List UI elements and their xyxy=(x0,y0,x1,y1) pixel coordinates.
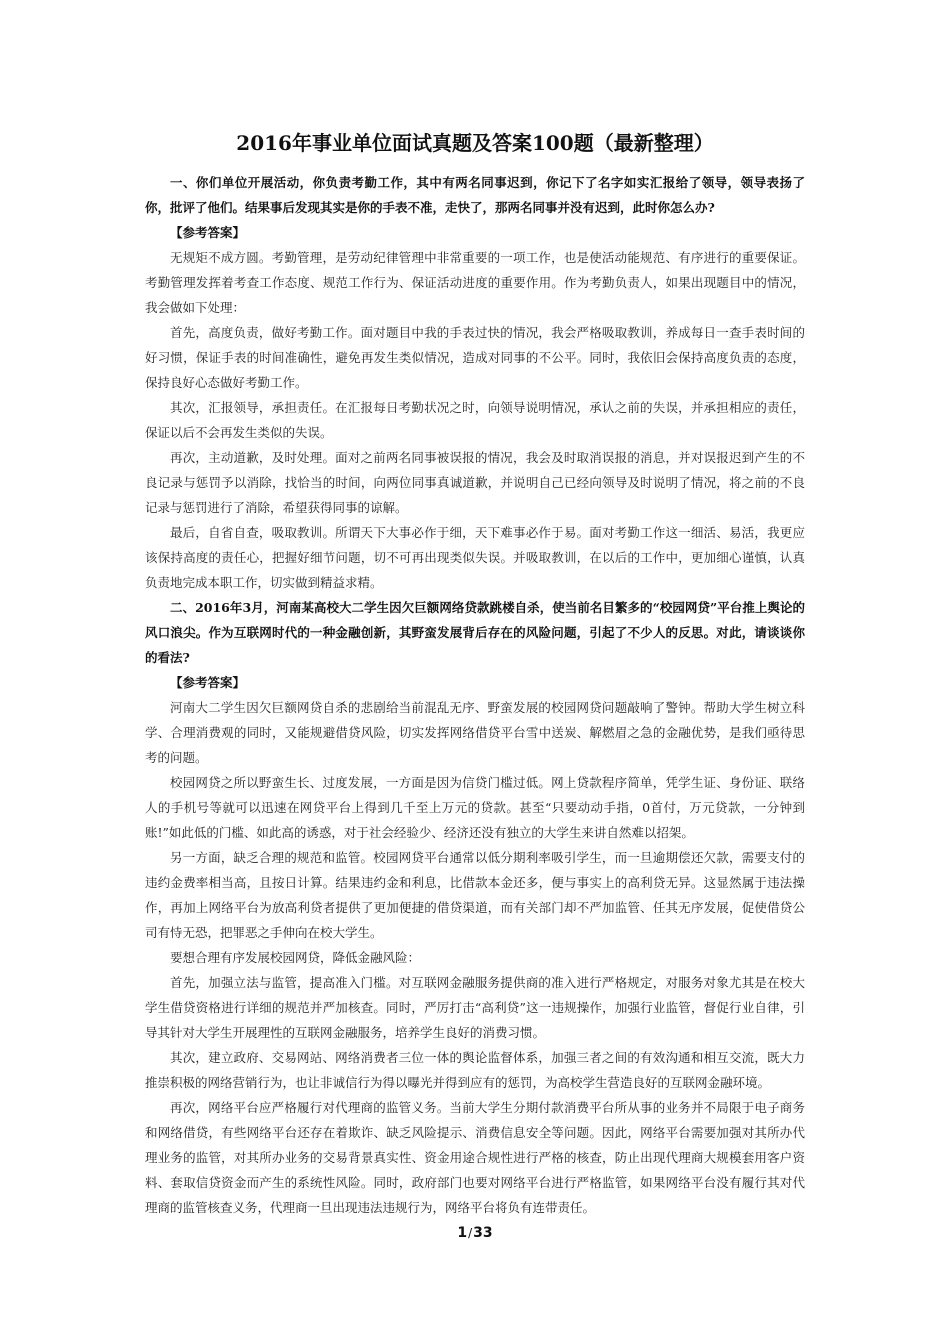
q2-paragraph-4: 要想合理有序发展校园网贷，降低金融风险： xyxy=(170,950,421,965)
question-1-text: 一、你们单位开展活动，你负责考勤工作，其中有两名同事迟到，你记下了名字如实汇报给了领导，领导表扬了你，批评了他们。结果事后发现其实是你的手表不准，走快了，那两名同事并没有迟到，此时你怎么办? xyxy=(145,175,805,215)
page-separator: / xyxy=(468,1226,473,1240)
question-2-section xyxy=(145,595,805,1220)
q2-paragraph-2: 校园网贷之所以野蛮生长、过度发展，一方面是因为信贷门槛过低。网上贷款程序简单，凭学生证、身份证、联络人的手机号等就可以迅速在网贷平台上得到几千至上万元的贷款。甚至“只要动动手指，0首付，万元贷款，一分钟到账!”如此低的门槛、如此高的诱惑，对于社会经验少、经济还没有独立的大学生来讲自然难以招架。 xyxy=(145,775,805,840)
q1-paragraph-5: 最后，自省自查，吸取教训。所谓天下大事必作于细，天下难事必作于易。面对考勤工作这一细活、易活，我更应该保持高度的责任心，把握好细节问题，切不可再出现类似失误。并吸取教训，在以后的工作中，更加细心谨慎，认真负责地完成本职工作，切实做到精益求精。 xyxy=(145,525,805,590)
q2-paragraph-5: 首先，加强立法与监管，提高准入门槛。对互联网金融服务提供商的准入进行严格规定，对服务对象尤其是在校大学生借贷资格进行详细的规范并严加核查。同时，严厉打击“高利贷”这一违规操作，加强行业监管，督促行业自律，引导其针对大学生开展理性的互联网金融服务，培养学生良好的消费习惯。 xyxy=(145,975,805,1040)
q1-paragraph-2: 首先，高度负责，做好考勤工作。面对题目中我的手表过快的情况，我会严格吸取教训，养成每日一查手表时间的好习惯，保证手表的时间准确性，避免再发生类似情况，造成对同事的不公平。同时，我依旧会保持高度负责的态度，保持良好心态做好考勤工作。 xyxy=(145,325,805,390)
question-2-answer-label: 【参考答案】 xyxy=(170,675,246,690)
q2-paragraph-1: 河南大二学生因欠巨额网贷自杀的悲剧给当前混乱无序、野蛮发展的校园网贷问题敲响了警钟。帮助大学生树立科学、合理消费观的同时，又能规避借贷风险，切实发挥网络借贷平台雪中送炭、解燃眉之急的金融优势，是我们亟待思考的问题。 xyxy=(145,700,805,765)
q1-paragraph-4: 再次，主动道歉，及时处理。面对之前两名同事被误报的情况，我会及时取消误报的消息，并对误报迟到产生的不良记录与惩罚予以消除，找恰当的时间，向两位同事真诚道歉，并说明自己已经向领导及时说明了情况，将之前的不良记录与惩罚进行了消除，希望获得同事的谅解。 xyxy=(145,450,805,515)
q2-paragraph-7: 再次，网络平台应严格履行对代理商的监管义务。当前大学生分期付款消费平台所从事的业务并不局限于电子商务和网络借贷，有些网络平台还存在着欺诈、缺乏风险提示、消费信息安全等问题。因此，网络平台需要加强对其所办代理业务的监管，对其所办业务的交易背景真实性、资金用途合规性进行严格的核查，防止出现代理商大规模套用客户资料、套取信贷资金而产生的系统性风险。同时，政府部门也要对网络平台进行严格监管，如果网络平台没有履行其对代理商的监管核查义务，代理商一旦出现违法违规行为，网络平台将负有连带责任。 xyxy=(145,1100,805,1215)
q1-paragraph-3: 其次，汇报领导，承担责任。在汇报每日考勤状况之时，向领导说明情况，承认之前的失误，并承担相应的责任，保证以后不会再发生类似的失误。 xyxy=(145,400,805,440)
question-2-text: 二、2016年3月，河南某高校大二学生因欠巨额网络贷款跳楼自杀，使当前名目繁多的“校园网贷”平台推上舆论的风口浪尖。作为互联网时代的一种金融创新，其野蛮发展背后存在的风险问题，引起了不少人的反思。对此，请谈谈你的看法? xyxy=(145,600,805,665)
q2-paragraph-6: 其次，建立政府、交易网站、网络消费者三位一体的舆论监督体系，加强三者之间的有效沟通和相互交流，既大力推崇积极的网络营销行为，也让非诚信行为得以曝光并得到应有的惩罚，为高校学生营造良好的互联网金融环境。 xyxy=(145,1050,805,1090)
page-number xyxy=(0,1225,950,1241)
question-1-section xyxy=(145,170,805,595)
q1-paragraph-1: 无规矩不成方圆。考勤管理，是劳动纪律管理中非常重要的一项工作，也是使活动能规范、有序进行的重要保证。考勤管理发挥着考查工作态度、规范工作行为、保证活动进度的重要作用。作为考勤负责人，如果出现题目中的情况，我会做如下处理： xyxy=(145,250,805,315)
question-1-answer-label: 【参考答案】 xyxy=(170,225,246,240)
document-title: 2016年事业单位面试真题及答案100题（最新整理） xyxy=(236,131,714,155)
page-total: 33 xyxy=(473,1225,493,1241)
page-current: 1 xyxy=(457,1225,468,1241)
q2-paragraph-3: 另一方面，缺乏合理的规范和监管。校园网贷平台通常以低分期利率吸引学生，而一旦逾期偿还欠款，需要支付的违约金费率相当高，且按日计算。结果违约金和利息，比借款本金还多，便与事实上的高利贷无异。这显然属于违法操作，再加上网络平台为放高利贷者提供了更加便捷的借贷渠道，而有关部门却不严加监管、任其无序发展，促使借贷公司有恃无恐，把罪恶之手伸向在校大学生。 xyxy=(145,850,805,940)
